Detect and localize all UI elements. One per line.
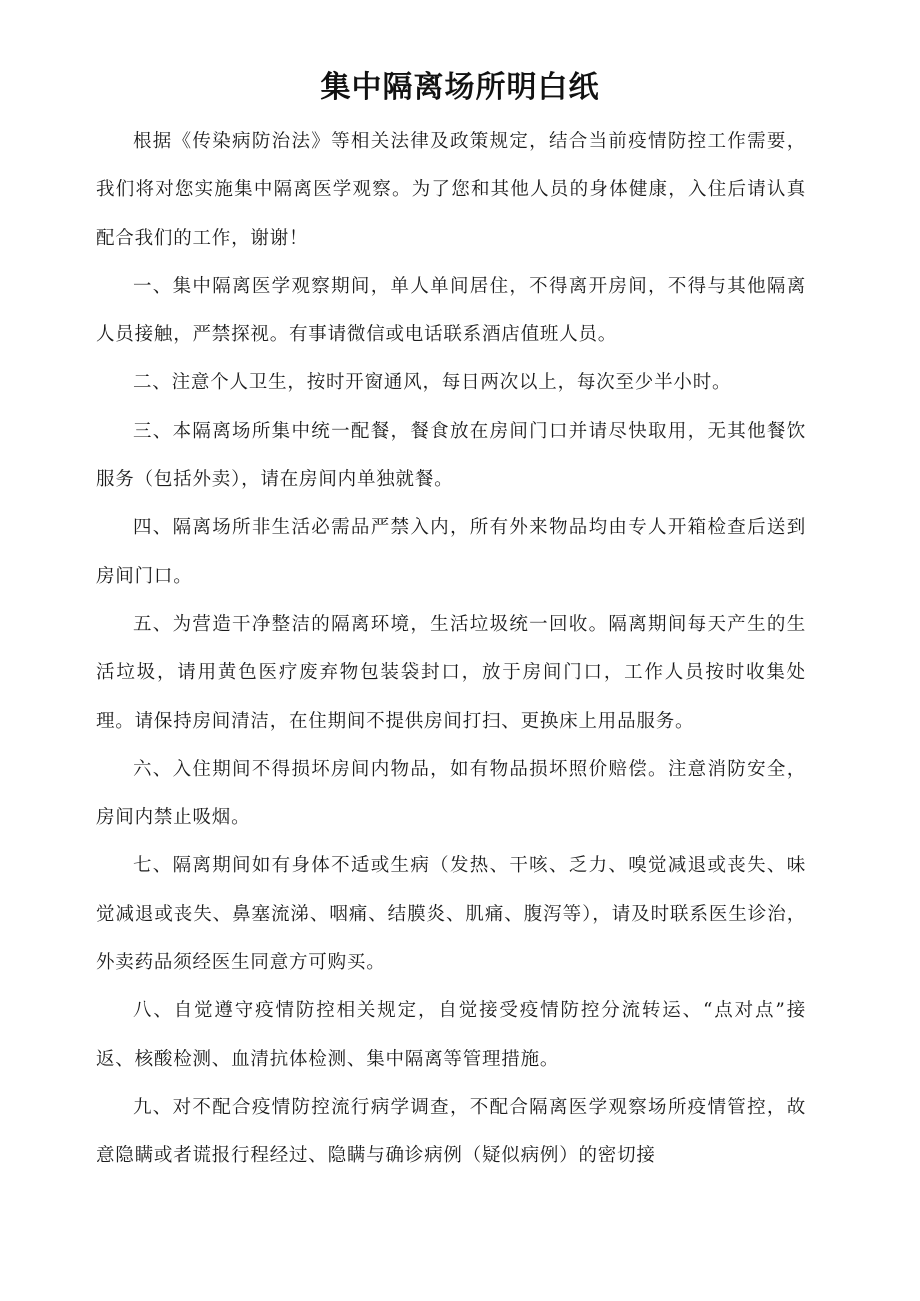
document-title: 集中隔离场所明白纸 [320,70,600,106]
rule-paragraph-2: 二、注意个人卫生，按时开窗通风，每日两次以上，每次至少半小时。 [133,372,732,394]
rule-paragraph-5: 五、为营造干净整洁的隔离环境，生活垃圾统一回收。隔离期间每天产生的生活垃圾，请用黄色医疗废弃物包装袋封口，放于房间门口，工作人员按时收集处理。请保持房间清洁，在住期间不提供房间打扫、更换床上用品服务。 [96,613,806,732]
rule-paragraph-1: 一、集中隔离医学观察期间，单人单间居住，不得离开房间，不得与其他隔离人员接触，严禁探视。有事请微信或电话联系酒店值班人员。 [96,275,806,346]
rule-paragraph-4: 四、隔离场所非生活必需品严禁入内，所有外来物品均由专人开箱检查后送到房间门口。 [96,517,806,587]
intro-paragraph: 根据《传染病防治法》等相关法律及政策规定，结合当前疫情防控工作需要，我们将对您实施集中隔离医学观察。为了您和其他人员的身体健康，入住后请认真配合我们的工作，谢谢！ [96,131,806,249]
rule-paragraph-6: 六、入住期间不得损坏房间内物品，如有物品损坏照价赔偿。注意消防安全，房间内禁止吸烟。 [96,758,806,829]
rule-paragraph-8: 八、自觉遵守疫情防控相关规定，自觉接受疫情防控分流转运、“点对点”接返、核酸检测、血清抗体检测、集中隔离等管理措施。 [96,1000,806,1070]
rule-paragraph-7: 七、隔离期间如有身体不适或生病（发热、干咳、乏力、嗅觉减退或丧失、味觉减退或丧失、鼻塞流涕、咽痛、结膜炎、肌痛、腹泻等），请及时联系医生诊治，外卖药品须经医生同意方可购买。 [96,855,806,974]
rule-paragraph-3: 三、本隔离场所集中统一配餐，餐食放在房间门口并请尽快取用，无其他餐饮服务（包括外卖），请在房间内单独就餐。 [96,420,806,491]
rule-paragraph-9: 九、对不配合疫情防控流行病学调查，不配合隔离医学观察场所疫情管控，故意隐瞒或者谎报行程经过、隐瞒与确诊病例（疑似病例）的密切接 [96,1096,806,1167]
document-body [96,118,806,1181]
